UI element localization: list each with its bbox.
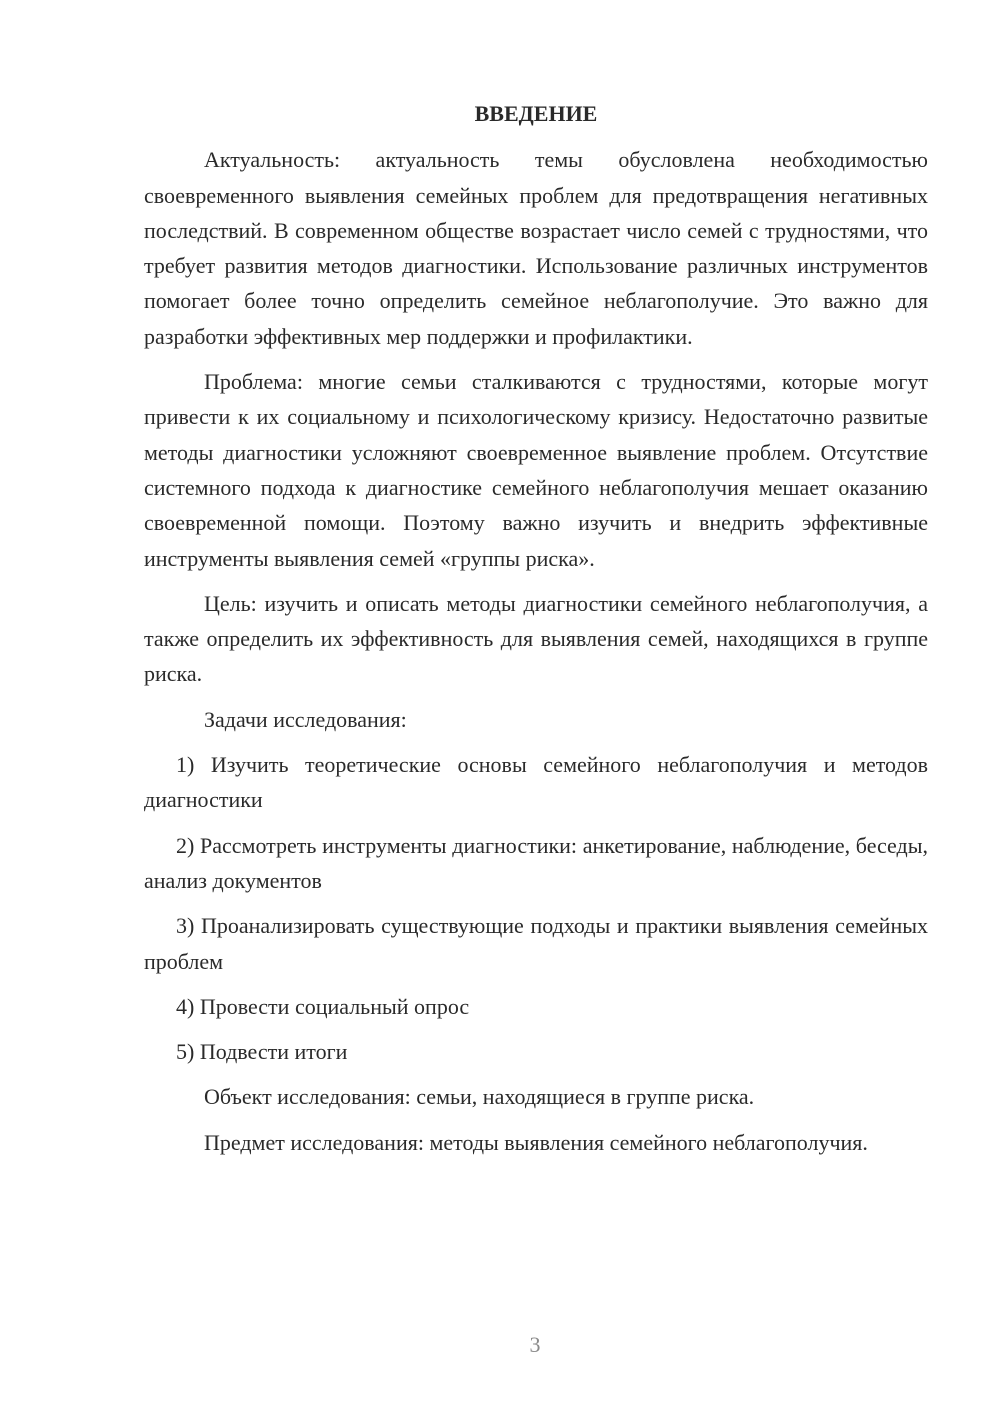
task-item-3: 3) Проанализировать существующие подходы и практики выявления семейных проблем [144, 913, 928, 974]
task-item-1: 1) Изучить теоретические основы семейного неблагополучия и методов диагностики [144, 752, 928, 813]
page-title: ВВЕДЕНИЕ [474, 101, 598, 126]
goal-paragraph: Цель: изучить и описать методы диагностики семейного неблагополучия, а также определить их эффективность для выявления семей, находящихся в группе риска. [144, 590, 928, 687]
subject-paragraph: Предмет исследования: методы выявления семейного неблагополучия. [204, 1129, 868, 1155]
tasks-heading: Задачи исследования: [204, 706, 407, 732]
task-item-4: 4) Провести социальный опрос [176, 993, 470, 1019]
object-paragraph: Объект исследования: семьи, находящиеся в группе риска. [204, 1084, 755, 1110]
problem-paragraph: Проблема: многие семьи сталкиваются с трудностями, которые могут привести к их социальному и психологическому кризису. Недостаточно развитые методы диагностики усложняют своевременное выявление проблем. Отсутствие системного подхода к диагностике семейного неблагополучия мешает оказанию своевременной помощи. Поэтому важно изучить и внедрить эффективные инструменты выявления семей «группы риска». [144, 369, 928, 571]
task-item-5: 5) Подвести итоги [176, 1039, 348, 1065]
task-item-2: 2) Рассмотреть инструменты диагностики: анкетирование, наблюдение, беседы, анализ документов [144, 832, 928, 893]
page-number: 3 [529, 1332, 541, 1357]
relevance-paragraph: Актуальность: актуальность темы обусловлена необходимостью своевременного выявления семейных проблем для предотвращения негативных последствий. В современном обществе возрастает число семей с трудностями, что требует развития методов диагностики. Использование различных инструментов помогает более точно определить семейное неблагополучие. Это важно для разработки эффективных мер поддержки и профилактики. [144, 147, 928, 349]
document-page [144, 96, 928, 1170]
